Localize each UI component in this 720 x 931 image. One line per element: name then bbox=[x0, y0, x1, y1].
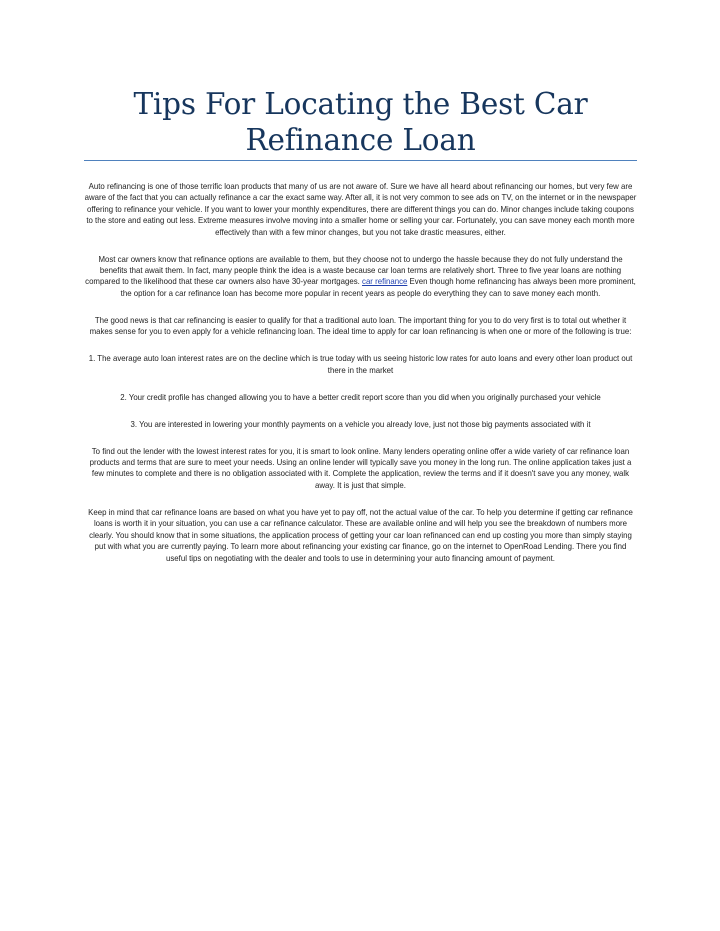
paragraph-2 bbox=[84, 254, 637, 300]
paragraph-2-after: Even though home refinancing has always been more prominent, the option for a car refinance loan has become more popular in recent years as people do everything they can to save money each month. bbox=[120, 277, 636, 298]
paragraph-8: Keep in mind that car refinance loans are based on what you have yet to pay off, not the actual value of the car. To help you determine if getting car refinance loans is worth it in your situation, you can use a car refinance calculator. These are available online and will help you see the breakdown of numbers more clearly. You should know that in some situations, the application process of getting your car loan refinanced can end up costing you more than simply staying put with what you are currently paying. To learn more about refinancing your existing car finance, go on the internet to OpenRoad Lending. There you find useful tips on negotiating with the dealer and tools to use in determining your auto financing amount of payment. bbox=[88, 507, 633, 563]
list-item-3: 3. You are interested in lowering your monthly payments on a vehicle you already love, just not those big payments associated with it bbox=[130, 419, 591, 429]
paragraph-3: The good news is that car refinancing is easier to qualify for that a traditional auto loan. The important thing for you to do very first is to total out whether it makes sense for you to even apply for a vehicle refinancing loan. The ideal time to apply for car loan refinancing is when one or more of the following is true: bbox=[89, 315, 632, 337]
paragraph-7: To find out the lender with the lowest interest rates for you, it is smart to look online. Many lenders operating online offer a wide variety of car refinance loan products and terms that are sure to meet your needs. Using an online lender will typically save you money in the long run. The online application takes just a few minutes to complete and there is no obligation associated with it. Complete the application, review the terms and if it doesn't save you any money, walk away. It is just that simple. bbox=[89, 446, 632, 490]
paragraph-1: Auto refinancing is one of those terrific loan products that many of us are not aware of. Sure we have all heard about refinancing our homes, but very few are aware of the fact that you can actually refinance a car the exact same way. After all, it is not very common to see ads on TV, on the internet or in the newspaper offering to refinance your vehicle. If you want to lower your monthly expenditures, there are different things you can do. Minor changes include taking coupons to the store and eating out less. Extreme measures involve moving into a smaller home or selling your car. Fortunately, you can save money each month more effectively than with a few minor changes, but you not take drastic measures, either. bbox=[84, 182, 637, 237]
list-item-1: 1. The average auto loan interest rates are on the decline which is true today with us seeing historic low rates for auto loans and every other loan product out there in the market bbox=[88, 354, 633, 375]
document-title: Tips For Locating the Best Car Refinance Loan bbox=[133, 87, 588, 157]
document-body bbox=[84, 181, 637, 580]
paragraph-2-before: Most car owners know that refinance options are available to them, but they choose not to undergo the hassle because they do not fully understand the benefits that await them. In fact, many people think the idea is a waste because car loan terms are relatively short. Three to five year loans are nothing compared to the likelihood that these car owners also have 30-year mortgages. bbox=[85, 254, 623, 287]
title-divider bbox=[84, 160, 637, 161]
car-refinance-link[interactable]: car refinance bbox=[362, 277, 408, 287]
list-item-2: 2. Your credit profile has changed allowing you to have a better credit report score than you did when you originally purchased your vehicle bbox=[120, 392, 601, 402]
